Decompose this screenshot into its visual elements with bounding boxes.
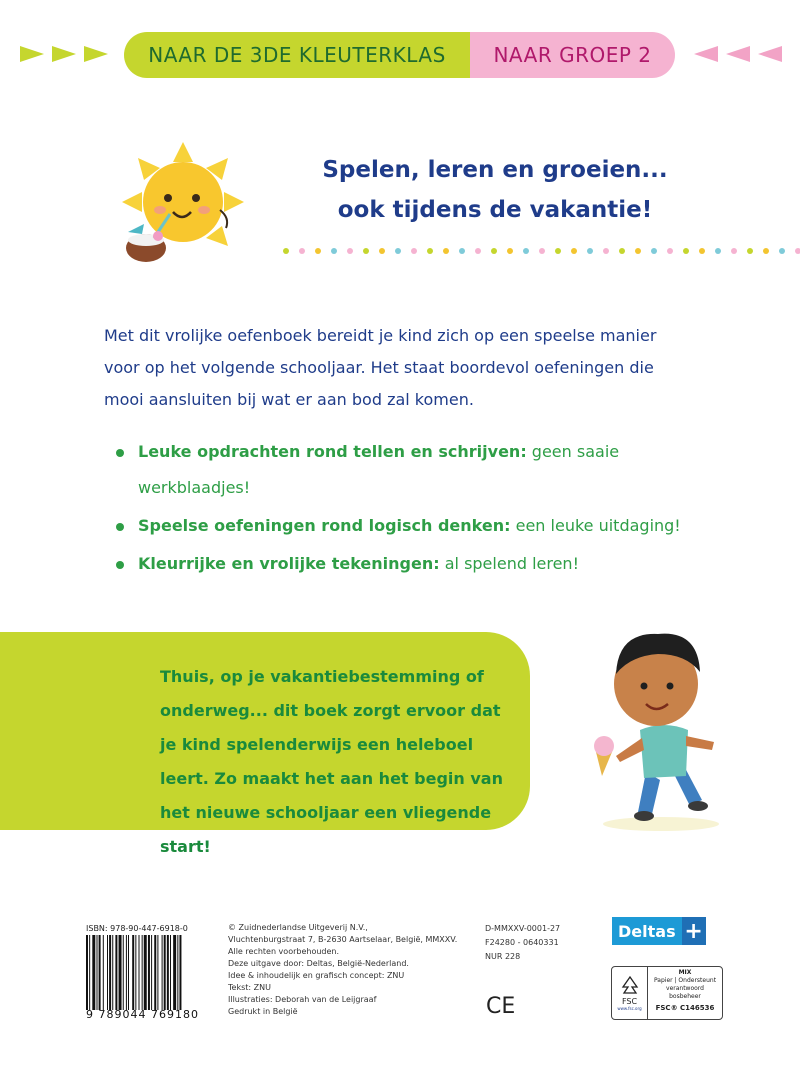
list-item (116, 434, 696, 506)
barcode-bar (92, 935, 95, 1010)
barcode-bar (112, 935, 113, 1010)
kid-leg-left (638, 772, 660, 814)
arrow-icon (726, 46, 750, 62)
umbrella-icon (128, 224, 144, 234)
sun-cheek (198, 206, 210, 214)
sun-face (143, 162, 223, 242)
credit-line: Deze uitgave door: Deltas, België-Nederland. (228, 959, 409, 968)
credit-line: Illustraties: Deborah van de Leijgraaf (228, 995, 377, 1004)
divider-dot (315, 248, 321, 254)
barcode-bar (109, 935, 111, 1010)
list-item (116, 508, 696, 544)
barcode-bar (151, 935, 152, 1010)
barcode-bar (107, 935, 108, 1010)
credit-line: © Zuidnederlandse Uitgeverij N.V., (228, 923, 368, 932)
divider-dot (491, 248, 497, 254)
child-illustration (586, 612, 736, 832)
kid-shadow (603, 817, 719, 831)
feature-list (116, 434, 696, 584)
fsc-label (611, 966, 723, 1020)
code-line: NUR 228 (485, 952, 521, 961)
dotted-divider (283, 248, 800, 254)
ice-cream-icon (594, 736, 614, 756)
kid-arm-left (616, 738, 644, 762)
credit-line: Gedrukt in België (228, 1007, 298, 1016)
divider-dot (587, 248, 593, 254)
divider-dot (571, 248, 577, 254)
sun-eye-left (164, 194, 172, 202)
ce-mark: CE (486, 994, 516, 1019)
barcode-bar (97, 935, 98, 1010)
headline (260, 150, 730, 230)
kid-shirt (640, 725, 688, 778)
barcode-bar (128, 935, 129, 1010)
barcode-bar (162, 935, 163, 1010)
barcode-bar (115, 935, 117, 1010)
barcode-bar (148, 935, 150, 1010)
isbn-label: ISBN: 978-90-447-6918-0 (86, 924, 188, 933)
arrow-icon (758, 46, 782, 62)
barcode-bar (173, 935, 176, 1010)
product-codes (485, 922, 560, 964)
barcode-bar (157, 935, 158, 1010)
code-line: D-MMXXV-0001-27 (485, 924, 561, 933)
divider-dot (523, 248, 529, 254)
headline-line-1: Spelen, leren en groeien... (322, 157, 668, 183)
barcode-bar (123, 935, 124, 1010)
kid-eye-right (667, 683, 674, 690)
barcode-bar (135, 935, 136, 1010)
divider-dot (795, 248, 800, 254)
fsc-logo (612, 967, 648, 1019)
bullet-rest: een leuke uitdaging! (510, 516, 681, 535)
divider-dot (603, 248, 609, 254)
barcode-bar (86, 935, 88, 1010)
divider-dot (667, 248, 673, 254)
divider-dot (363, 248, 369, 254)
barcode-bar (167, 935, 169, 1010)
banner-right-label (470, 32, 675, 78)
divider-dot (619, 248, 625, 254)
intro-paragraph: Met dit vrolijke oefenboek bereidt je kind zich op een speelse manier voor op het volgende schooljaar. Het staat boordevol oefeningen die mooi aansluiten bij wat er aan bod zal komen. (104, 326, 657, 409)
banner-right-text: NAAR GROEP 2 (493, 43, 652, 67)
kid-shoe (688, 801, 708, 811)
fsc-line-1: Papier | Ondersteunt (653, 977, 717, 984)
bullet-rest: geen saaie werkblaadjes! (138, 442, 620, 497)
divider-dot (411, 248, 417, 254)
barcode-bar (103, 935, 104, 1010)
divider-dot (331, 248, 337, 254)
flower-icon (153, 231, 163, 241)
arrow-icon (84, 46, 108, 62)
barcode-bar (89, 935, 90, 1010)
barcode-bar (170, 935, 171, 1010)
barcode-bar (132, 935, 134, 1010)
kid-shoe (634, 811, 654, 821)
bullet-icon (116, 523, 124, 531)
divider-dot (635, 248, 641, 254)
fsc-url: www.fsc.org (617, 1006, 642, 1011)
barcode-bar (177, 935, 178, 1010)
bullet-strong: Kleurrijke en vrolijke tekeningen: (138, 554, 440, 573)
sun-eye-right (192, 194, 200, 202)
barcode-bar (144, 935, 147, 1010)
divider-dot (651, 248, 657, 254)
barcode-bar (99, 935, 101, 1010)
credit-line: Vluchtenburgstraat 7, B-2630 Aartselaar, België, MMXXV. (228, 935, 458, 944)
credit-line: Alle rechten voorbehouden. (228, 947, 340, 956)
arrow-icon (52, 46, 76, 62)
deltas-plus-icon: + (682, 917, 706, 945)
banner-left-label (124, 32, 470, 78)
barcode-bar (179, 935, 181, 1010)
fsc-text (648, 967, 722, 1019)
arrow-icon (694, 46, 718, 62)
barcode-bar (142, 935, 143, 1010)
bullet-strong: Leuke opdrachten rond tellen en schrijven: (138, 442, 527, 461)
divider-dot (507, 248, 513, 254)
kid-eye-left (641, 683, 648, 690)
divider-dot (555, 248, 561, 254)
headline-line-2: ook tijdens de vakantie! (337, 197, 653, 223)
barcode-bar (154, 935, 156, 1010)
divider-dot (475, 248, 481, 254)
deltas-word: Deltas (612, 917, 682, 945)
fsc-code: FSC® C146536 (655, 1004, 715, 1012)
divider-dot (347, 248, 353, 254)
divider-dot (379, 248, 385, 254)
divider-dot (299, 248, 305, 254)
divider-dot (427, 248, 433, 254)
divider-dot (699, 248, 705, 254)
divider-dot (731, 248, 737, 254)
fsc-mix: MIX (678, 969, 692, 976)
code-line: F24280 - 0640331 (485, 938, 559, 947)
sun-cheek (154, 206, 166, 214)
divider-dot (283, 248, 289, 254)
right-arrow-decoration (694, 46, 782, 62)
divider-dot (715, 248, 721, 254)
bullet-rest: al spelend leren! (439, 554, 579, 573)
fsc-tree-icon (619, 975, 641, 997)
list-item (116, 546, 696, 582)
arrow-icon (20, 46, 44, 62)
bullet-icon (116, 561, 124, 569)
kid-arm-right (686, 736, 714, 750)
barcode-bar (126, 935, 127, 1010)
panel-text: Thuis, op je vakantiebestemming of onderweg... dit boek zorgt ervoor dat je kind spelenderwijs een heleboel leert. Zo maakt het aan het begin van het nieuwe schooljaar een vliegende start! (160, 667, 503, 856)
divider-dot (443, 248, 449, 254)
credit-line: Tekst: ZNU (228, 983, 271, 992)
bullet-strong: Speelse oefeningen rond logisch denken: (138, 516, 511, 535)
credit-line: Idee & inhoudelijk en grafisch concept: ZNU (228, 971, 405, 980)
banner-left-text: NAAR DE 3DE KLEUTERKLAS (148, 43, 446, 67)
divider-dot (763, 248, 769, 254)
sun-illustration (118, 140, 248, 270)
barcode (86, 935, 218, 1010)
left-arrow-decoration (20, 46, 108, 62)
divider-dot (779, 248, 785, 254)
divider-dot (395, 248, 401, 254)
fsc-logo-text: FSC (621, 997, 638, 1006)
barcode-bar (119, 935, 122, 1010)
barcode-bar (164, 935, 166, 1010)
barcode-bar (139, 935, 140, 1010)
divider-dot (683, 248, 689, 254)
bullet-icon (116, 449, 124, 457)
barcode-number: 9 789044 769180 (86, 1008, 199, 1021)
divider-dot (539, 248, 545, 254)
credits (228, 922, 478, 1018)
deltas-logo (612, 917, 706, 945)
divider-dot (747, 248, 753, 254)
divider-dot (459, 248, 465, 254)
fsc-line-2: verantwoord bosbeheer (666, 985, 704, 1000)
